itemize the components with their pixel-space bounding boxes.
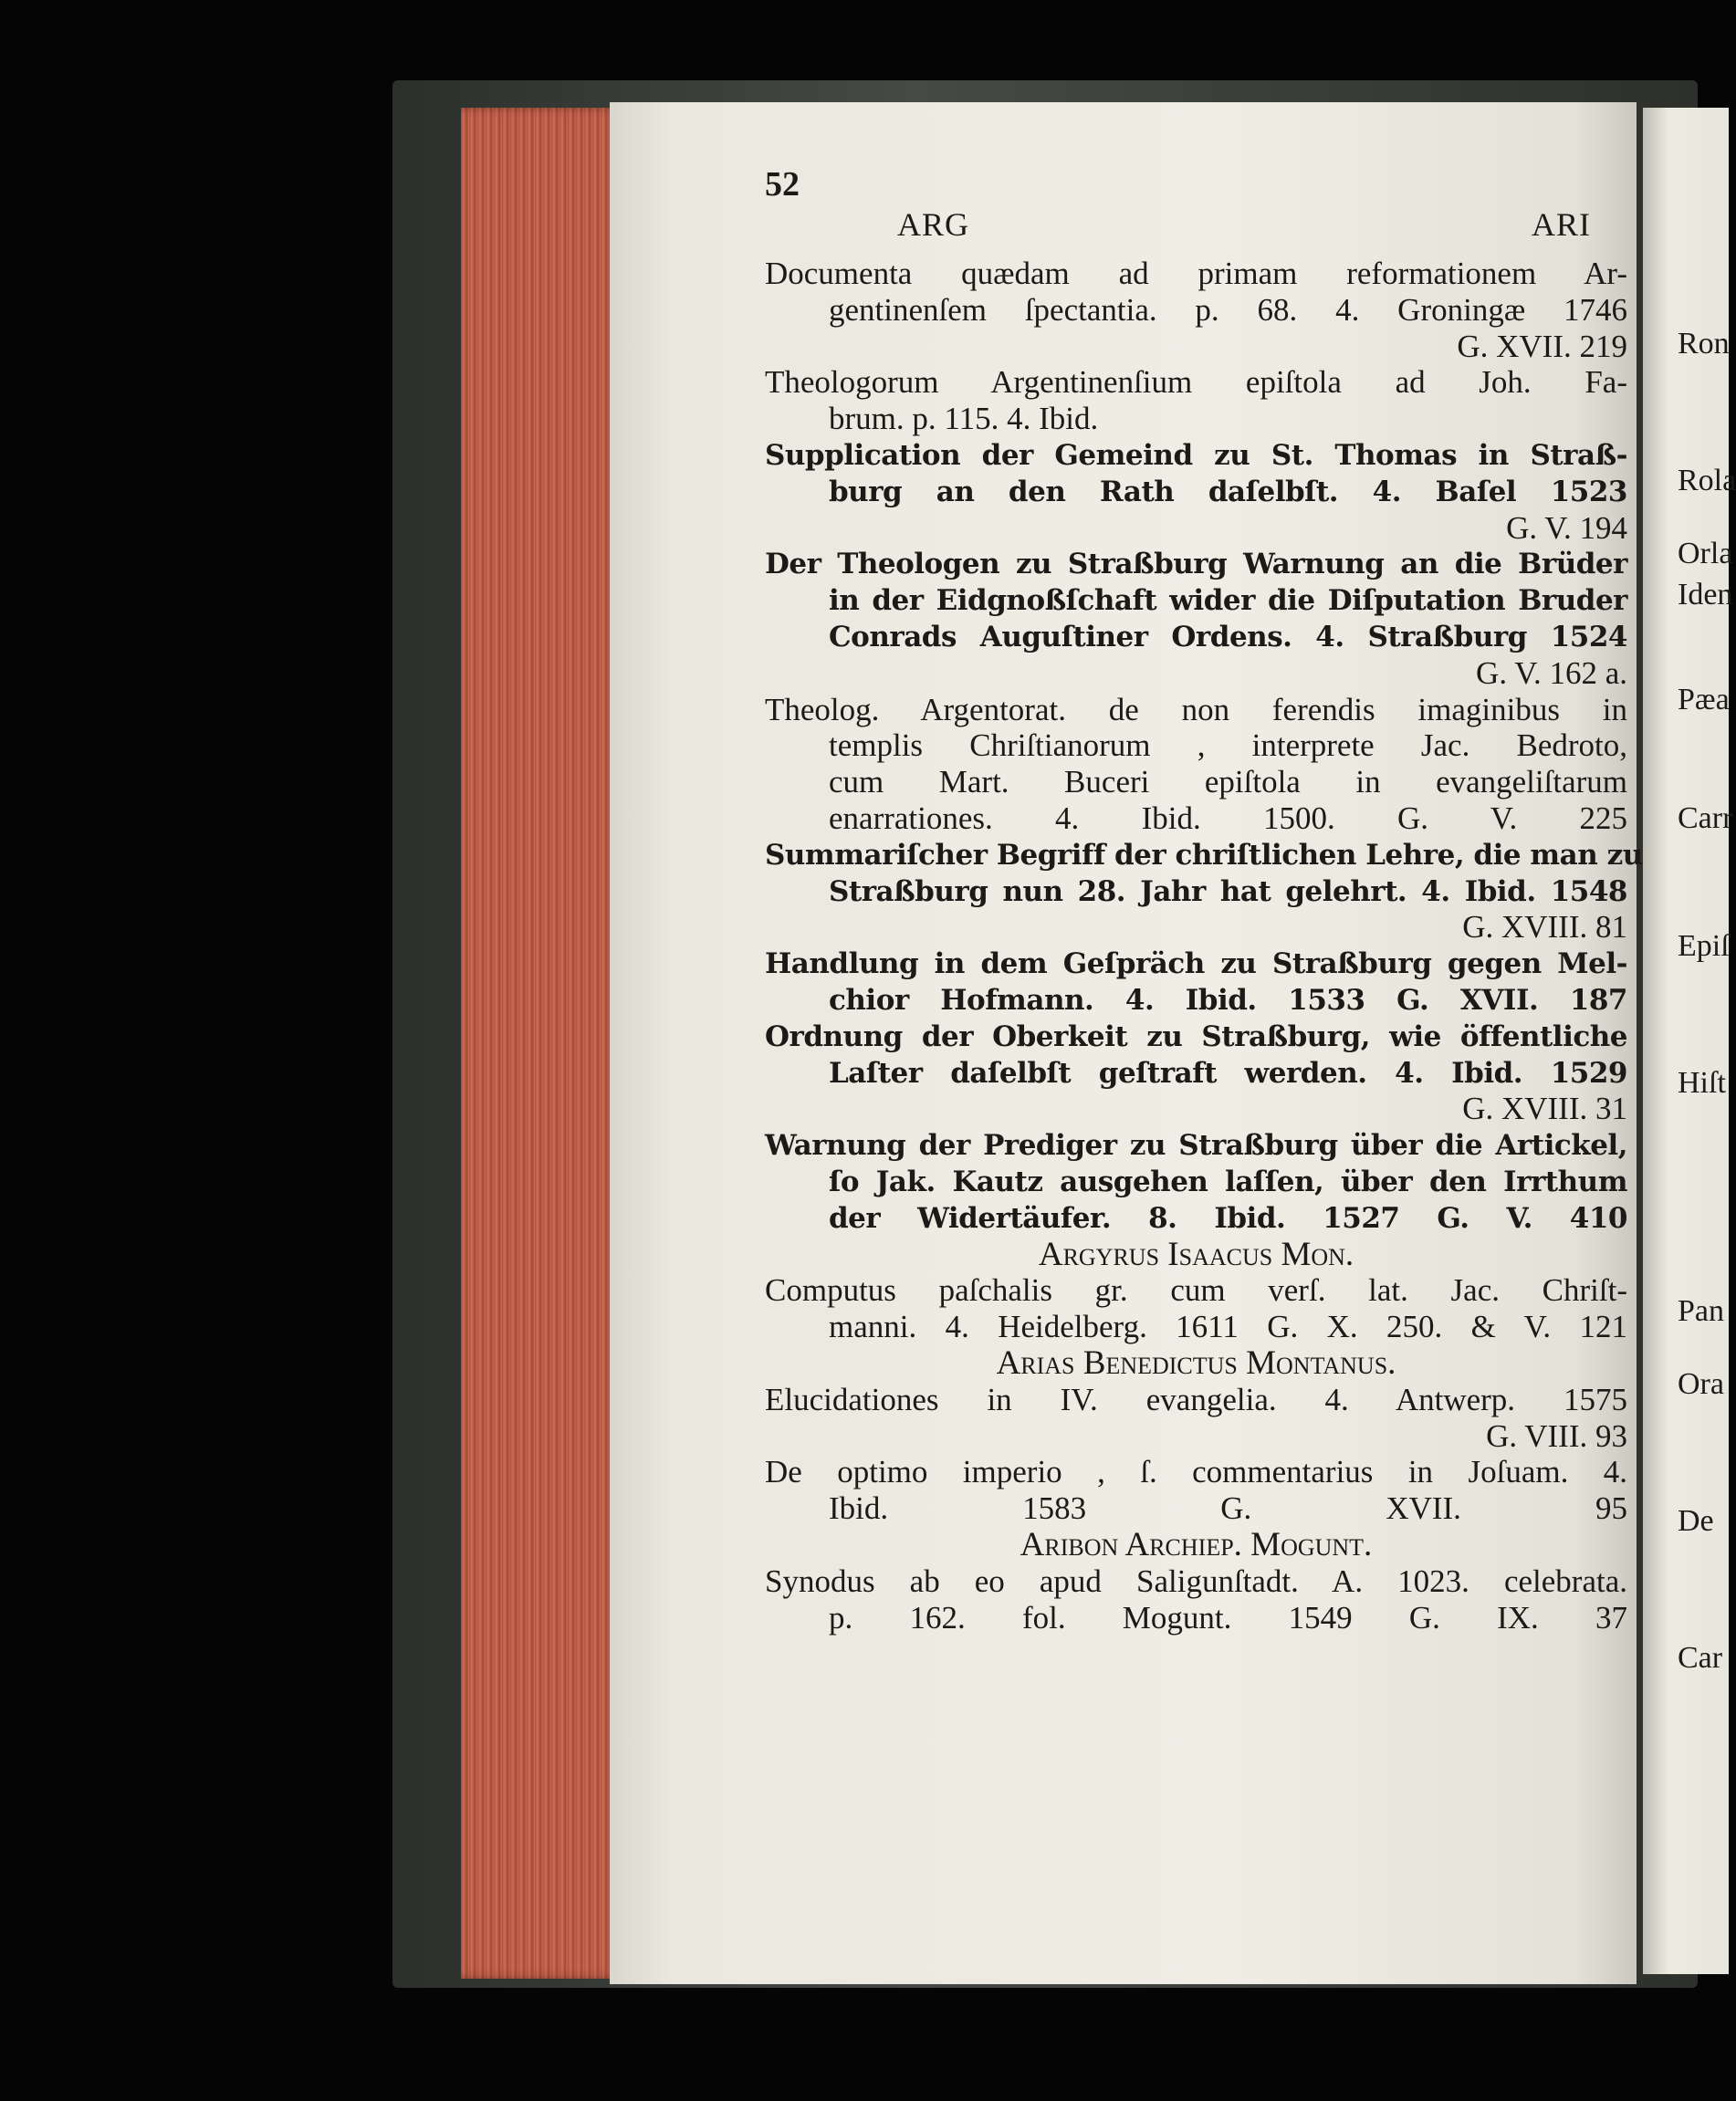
text-line: Ibid. 1583 G. XVII. 95	[829, 1490, 1627, 1527]
text-line: Handlung in dem Geſpräch zu Straßburg gegen Mel-	[765, 947, 1627, 981]
text-line: Elucidationes in IV. evangelia. 4. Antwerp. 1575	[765, 1381, 1627, 1417]
facing-page-fragment: Ron	[1678, 327, 1730, 361]
facing-page-fragment: Rola	[1678, 464, 1736, 497]
text-line: Synodus ab eo apud Saligunſtadt. A. 1023. celebrata.	[765, 1563, 1627, 1599]
facing-page-fragment: De	[1678, 1504, 1714, 1538]
text-line: Summariſcher Begriff der chriſtlichen Lehre, die man zu	[765, 838, 1643, 872]
facing-page-fragment: Hiſt	[1678, 1066, 1726, 1100]
text-line: brum. p. 115. 4. Ibid.	[829, 401, 1099, 437]
facing-page-fragment: Orla	[1678, 537, 1733, 570]
text-line: in der Eidgnoßſchaft wider die Diſputation Bruder	[829, 584, 1627, 618]
running-head-right: ARI	[1532, 206, 1591, 243]
text-line: Theologorum Argentinenſium epiſtola ad Joh. Fa-	[765, 364, 1627, 401]
running-head-left: ARG	[897, 206, 970, 243]
text-line: Warnung der Prediger zu Straßburg über die Artickel,	[765, 1129, 1627, 1163]
text-line: G. XVIII. 31	[1462, 1091, 1627, 1127]
text-line: manni. 4. Heidelberg. 1611 G. X. 250. & V. 121	[829, 1309, 1627, 1345]
text-line: G. XVIII. 81	[1462, 909, 1627, 946]
text-line: chior Hofmann. 4. Ibid. 1533 G. XVII. 187	[829, 984, 1627, 1017]
text-line: Theolog. Argentorat. de non ferendis imaginibus in	[765, 691, 1627, 727]
facing-page-fragment: Car	[1678, 1641, 1723, 1675]
text-line: Laſter daſelbſt geſtraft werden. 4. Ibid. 1529	[829, 1056, 1627, 1090]
facing-page-fragment: Ora	[1678, 1367, 1724, 1401]
text-line: Straßburg nun 28. Jahr hat gelehrt. 4. Ibid. 1548	[829, 874, 1627, 908]
facing-page-fragment: Epiſ	[1678, 929, 1730, 963]
text-line: Arias Benedictus Montanus.	[996, 1344, 1396, 1382]
text-line: Computus paſchalis gr. cum verſ. lat. Jac. Chriſt-	[765, 1272, 1627, 1309]
text-line: Ordnung der Oberkeit zu Straßburg, wie öffentliche	[765, 1019, 1627, 1053]
text-line: G. VIII. 93	[1486, 1417, 1627, 1454]
text-line: G. V. 194	[1506, 509, 1627, 546]
page-number: 52	[765, 165, 800, 204]
text-line: gentinenſem ſpectantia. p. 68. 4. Groningæ 1746	[829, 291, 1627, 328]
text-line: Aribon Archiep. Mogunt.	[1020, 1526, 1373, 1563]
text-line: templis Chriſtianorum , interprete Jac. Bedroto,	[829, 727, 1627, 764]
text-line: cum Mart. Buceri epiſtola in evangeliſtarum	[829, 764, 1627, 800]
facing-page-fragment: Pæa	[1678, 683, 1730, 716]
text-line: enarrationes. 4. Ibid. 1500. G. V. 225	[829, 800, 1627, 836]
text-line: Supplication der Gemeind zu St. Thomas in Straß-	[765, 439, 1627, 472]
text-line: Documenta quædam ad primam reformationem Ar-	[765, 256, 1627, 291]
text-line: burg an den Rath daſelbſt. 4. Baſel 1523	[829, 475, 1627, 508]
facing-page-fragment: Carr	[1678, 801, 1733, 835]
text-line: der Widertäufer. 8. Ibid. 1527 G. V. 410	[829, 1201, 1627, 1235]
text-line: Argyrus Iſaacus Mon.	[1038, 1235, 1354, 1273]
page-edges	[461, 108, 621, 1979]
text-line: De optimo imperio , ſ. commentarius in Joſuam. 4.	[765, 1454, 1627, 1490]
facing-page	[1643, 108, 1736, 1974]
facing-page-fragment: Pan	[1678, 1294, 1724, 1328]
text-line: Der Theologen zu Straßburg Warnung an die Brüder	[765, 548, 1627, 581]
text-line: p. 162. fol. Mogunt. 1549 G. IX. 37	[829, 1599, 1627, 1636]
facing-page-fragment: Iden	[1678, 578, 1733, 611]
text-line: G. V. 162 a.	[1476, 654, 1627, 691]
text-line: Conrads Auguſtiner Ordens. 4. Straßburg 1524	[829, 621, 1627, 653]
text-line: ſo Jak. Kautz ausgehen laſſen, über den Irrthum	[829, 1165, 1627, 1198]
text-line: G. XVII. 219	[1457, 328, 1627, 364]
